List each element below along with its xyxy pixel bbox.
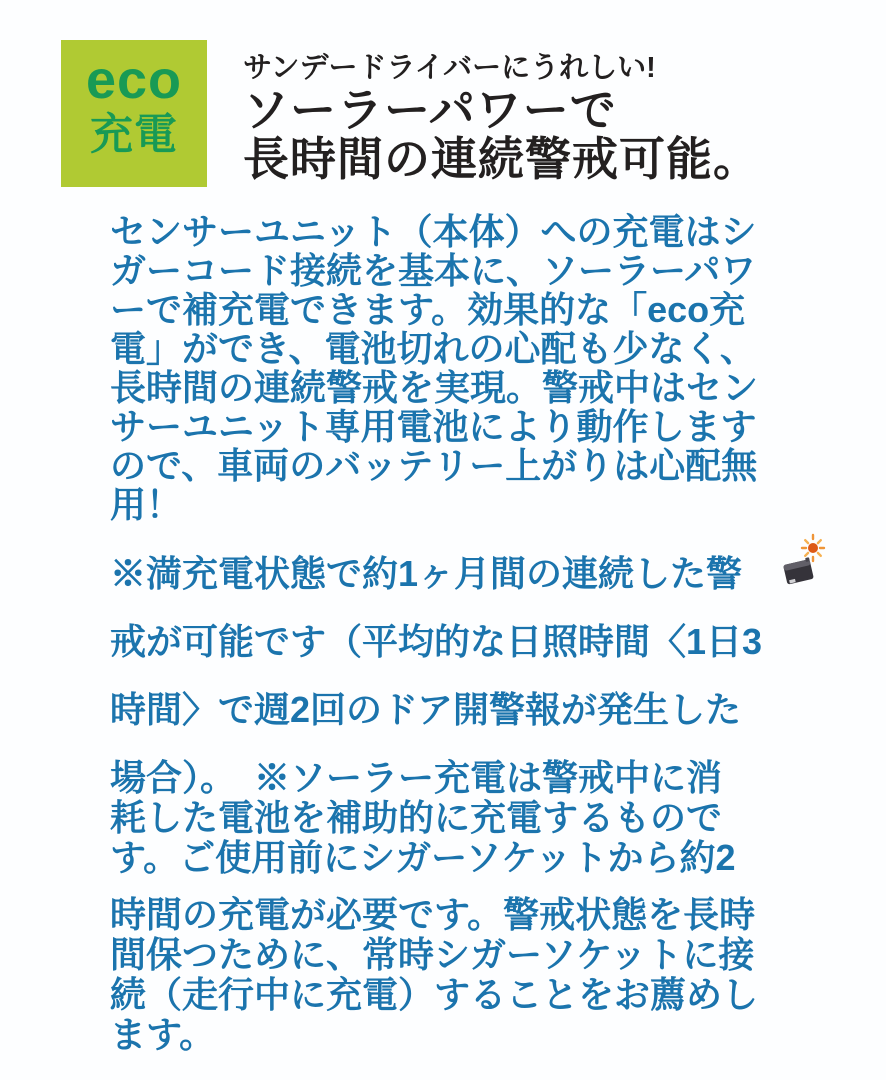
body-line: ので、車両のバッテリー上がりは心配無 [110,445,758,486]
badge-eco-label: eco [85,50,183,110]
headline-line1: ソーラーパワーで [243,84,617,136]
body-line: ガーコード接続を基本に、ソーラーパワ [110,250,757,291]
notes-paragraph [110,554,790,1055]
note-line: 間保つために、常時シガーソケットに接 [110,934,755,975]
note-line: す。ご使用前にシガーソケットから約2 [110,837,736,878]
note-line: 続（走行中に充電）することをお薦めし [110,974,759,1015]
note-line: 耗した電池を補助的に充電するもので [110,797,723,838]
badge-juden-label: 充電 [90,111,178,159]
body-line: 長時間の連続警戒を実現。警戒中はセン [110,367,759,408]
sun-core-icon [808,543,818,553]
headline-line2: 長時間の連続警戒可能。 [243,133,760,185]
note-line: ます。 [110,1014,216,1055]
body-line: センサーユニット（本体）への充電はシ [110,211,757,252]
body-line: 電」ができ、電池切れの心配も少なく、 [110,328,756,369]
note-line: 場合）。 ※ソーラー充電は警戒中に消 [110,757,723,798]
headline-kicker: サンデードライバーにうれしい! [243,52,656,84]
body-paragraph [110,212,790,524]
body-line: ーで補充電できます。効果的な「eco充 [110,289,746,330]
note-line: 時間の充電が必要です。警戒状態を長時 [110,894,756,935]
eco-charge-badge [61,40,207,187]
headline [243,50,760,184]
note-line: 戒が可能です（平均的な日照時間〈1日3 [110,621,763,662]
note-line: 時間〉で週2回のドア開警報が発生した [110,689,741,730]
body-line: 用！ [110,484,183,525]
body-line: サーユニット専用電池により動作します [110,406,757,447]
note-line: ※満充電状態で約1ヶ月間の連続した警 [110,553,743,594]
